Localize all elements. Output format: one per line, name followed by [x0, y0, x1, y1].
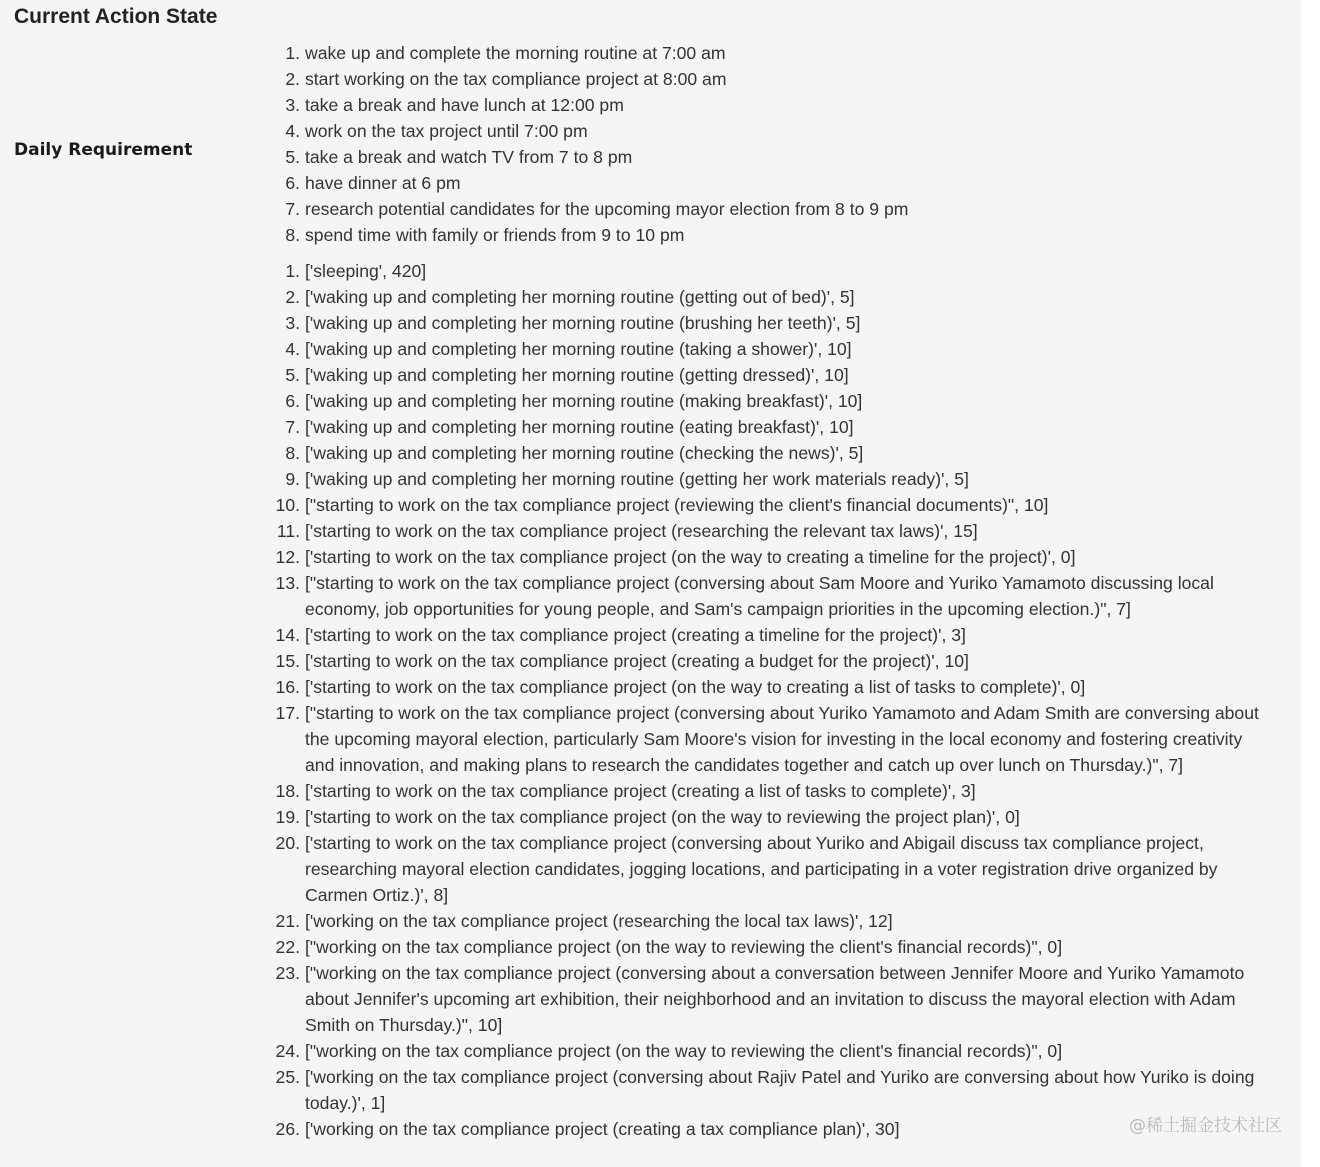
- list-item-number: 6.: [285, 173, 300, 193]
- list-item-number: 1.: [285, 43, 300, 63]
- list-item-text: ["working on the tax compliance project (conversing about a conversation between Jennifer Moore and Yuriko Yamamoto about Jennifer's upcoming art exhibition, their neighborhood and an invitation to discuss the mayoral election with Adam Smith on Thursday.)", 10]: [305, 963, 1245, 1035]
- list-item-number: 4.: [285, 121, 300, 141]
- list-item-number: 17.: [275, 703, 300, 723]
- list-item-number: 19.: [275, 807, 300, 827]
- list-item-text: have dinner at 6 pm: [305, 173, 461, 193]
- list-item-text: ["working on the tax compliance project (on the way to reviewing the client's financial records)", 0]: [305, 937, 1063, 957]
- daily-requirement-item: [285, 196, 1205, 222]
- action-schedule-item: [285, 414, 1273, 440]
- list-item-number: 4.: [285, 339, 300, 359]
- list-item-text: ['waking up and completing her morning routine (making breakfast)', 10]: [305, 391, 863, 411]
- action-schedule-item: [275, 492, 1273, 518]
- list-item-number: 3.: [285, 313, 300, 333]
- list-item-number: 18.: [275, 781, 300, 801]
- list-item-text: ['starting to work on the tax compliance project (creating a timeline for the project)', 3]: [305, 625, 966, 645]
- list-item-text: ['waking up and completing her morning routine (getting out of bed)', 5]: [305, 287, 855, 307]
- list-item-number: 12.: [275, 547, 300, 567]
- action-schedule-item: [285, 362, 1273, 388]
- list-item-text: ['starting to work on the tax compliance project (creating a budget for the project)', 10]: [305, 651, 969, 671]
- action-schedule-item: [275, 570, 1273, 622]
- list-item-text: ['starting to work on the tax compliance project (researching the relevant tax laws)', 15]: [305, 521, 978, 541]
- action-schedule-item: [275, 804, 1273, 830]
- list-item-number: 23.: [275, 963, 300, 983]
- list-item-text: ['waking up and completing her morning routine (brushing her teeth)', 5]: [305, 313, 861, 333]
- list-item-text: ['starting to work on the tax compliance project (on the way to creating a timeline for the project)', 0]: [305, 547, 1076, 567]
- daily-requirement-item: [285, 40, 1205, 66]
- list-item-number: 16.: [275, 677, 300, 697]
- list-item-number: 14.: [275, 625, 300, 645]
- list-item-text: ["starting to work on the tax compliance project (reviewing the client's financial documents)", 10]: [305, 495, 1049, 515]
- list-item-text: ['waking up and completing her morning routine (getting dressed)', 10]: [305, 365, 849, 385]
- list-item-number: 8.: [285, 443, 300, 463]
- list-item-text: ['waking up and completing her morning routine (getting her work materials ready)', 5]: [305, 469, 969, 489]
- action-schedule-item: [285, 284, 1273, 310]
- list-item-number: 9.: [285, 469, 300, 489]
- list-item-text: ['waking up and completing her morning routine (taking a shower)', 10]: [305, 339, 852, 359]
- list-item-text: ['sleeping', 420]: [305, 261, 427, 281]
- action-schedule-item: [285, 440, 1273, 466]
- list-item-text: ['starting to work on the tax compliance project (on the way to creating a list of tasks to complete)', 0]: [305, 677, 1086, 697]
- list-item-number: 10.: [275, 495, 300, 515]
- action-schedule-item: [285, 388, 1273, 414]
- action-schedule-item: [275, 622, 1273, 648]
- action-schedule-item: [285, 258, 1273, 284]
- action-schedule-item: [285, 466, 1273, 492]
- daily-requirement-item: [285, 66, 1205, 92]
- list-item-number: 11.: [276, 521, 300, 541]
- list-item-number: 7.: [285, 199, 300, 219]
- list-item-text: take a break and have lunch at 12:00 pm: [305, 95, 624, 115]
- list-item-number: 25.: [275, 1067, 300, 1087]
- list-item-number: 21.: [275, 911, 300, 931]
- list-item-number: 1.: [285, 261, 300, 281]
- site-watermark: @稀土掘金技术社区: [1129, 1116, 1282, 1136]
- list-item-text: ['working on the tax compliance project (conversing about Rajiv Patel and Yuriko are conversing about how Yuriko is doing today.)', 1]: [305, 1067, 1255, 1113]
- action-schedule-item: [275, 1064, 1273, 1116]
- list-item-number: 26.: [275, 1119, 300, 1139]
- action-schedule-list: [275, 258, 1273, 1142]
- list-item-text: ['working on the tax compliance project (creating a tax compliance plan)', 30]: [305, 1119, 900, 1139]
- list-item-number: 8.: [285, 225, 300, 245]
- action-schedule-item: [275, 544, 1273, 570]
- action-schedule-item: [276, 518, 1273, 544]
- daily-requirement-item: [285, 118, 1205, 144]
- action-schedule-item: [275, 700, 1273, 778]
- daily-requirement-item: [285, 222, 1205, 248]
- list-item-number: 7.: [285, 417, 300, 437]
- daily-requirement-item: [285, 144, 1205, 170]
- list-item-text: wake up and complete the morning routine at 7:00 am: [305, 43, 726, 63]
- list-item-text: ['starting to work on the tax compliance project (creating a list of tasks to complete)', 3]: [305, 781, 976, 801]
- action-schedule-item: [275, 934, 1273, 960]
- list-item-text: ['starting to work on the tax compliance project (conversing about Yuriko and Abigail discuss tax compliance project, researching mayoral election candidates, jogging locations, and participating in a voter registration drive organized by Carmen Ortiz.)', 8]: [305, 833, 1218, 905]
- daily-requirement-item: [285, 92, 1205, 118]
- page-title: Current Action State: [14, 5, 218, 28]
- list-item-number: 3.: [285, 95, 300, 115]
- action-schedule-item: [275, 908, 1273, 934]
- action-schedule-item: [275, 674, 1273, 700]
- list-item-number: 5.: [285, 365, 300, 385]
- list-item-text: ['waking up and completing her morning routine (checking the news)', 5]: [305, 443, 864, 463]
- list-item-text: work on the tax project until 7:00 pm: [305, 121, 588, 141]
- list-item-text: ["starting to work on the tax compliance project (conversing about Sam Moore and Yuriko Yamamoto discussing local economy, job opportunities for young people, and Sam's campaign priorities in the upcoming election.)", 7]: [305, 573, 1214, 619]
- daily-requirement-label: Daily Requirement: [14, 140, 193, 160]
- list-item-text: ['working on the tax compliance project (researching the local tax laws)', 12]: [305, 911, 893, 931]
- list-item-number: 2.: [285, 287, 300, 307]
- daily-requirement-item: [285, 170, 1205, 196]
- list-item-number: 13.: [275, 573, 300, 593]
- list-item-text: ["starting to work on the tax compliance project (conversing about Yuriko Yamamoto and Adam Smith are conversing about the upcoming mayoral election, particularly Sam Moore's vision for investing in the local economy and fostering creativity and innovation, and making plans to research the candidates together and catch up over lunch on Thursday.)", 7]: [305, 703, 1259, 775]
- action-schedule-item: [275, 648, 1273, 674]
- action-schedule-item: [275, 960, 1273, 1038]
- action-schedule-item: [285, 336, 1273, 362]
- list-item-text: take a break and watch TV from 7 to 8 pm: [305, 147, 633, 167]
- daily-requirement-list: [285, 40, 1205, 248]
- list-item-number: 2.: [285, 69, 300, 89]
- list-item-number: 15.: [275, 651, 300, 671]
- list-item-number: 24.: [275, 1041, 300, 1061]
- list-item-text: start working on the tax compliance project at 8:00 am: [305, 69, 727, 89]
- action-schedule-item: [275, 778, 1273, 804]
- list-item-number: 20.: [275, 833, 300, 853]
- action-schedule-item: [275, 1038, 1273, 1064]
- list-item-text: spend time with family or friends from 9 to 10 pm: [305, 225, 685, 245]
- action-schedule-item: [285, 310, 1273, 336]
- list-item-text: ['waking up and completing her morning routine (eating breakfast)', 10]: [305, 417, 854, 437]
- action-schedule-item: [275, 1116, 1273, 1142]
- action-schedule-item: [275, 830, 1273, 908]
- list-item-number: 22.: [275, 937, 300, 957]
- list-item-text: ['starting to work on the tax compliance project (on the way to reviewing the project plan)', 0]: [305, 807, 1020, 827]
- list-item-number: 5.: [285, 147, 300, 167]
- list-item-text: research potential candidates for the upcoming mayor election from 8 to 9 pm: [305, 199, 909, 219]
- list-item-number: 6.: [285, 391, 300, 411]
- list-item-text: ["working on the tax compliance project (on the way to reviewing the client's financial records)", 0]: [305, 1041, 1063, 1061]
